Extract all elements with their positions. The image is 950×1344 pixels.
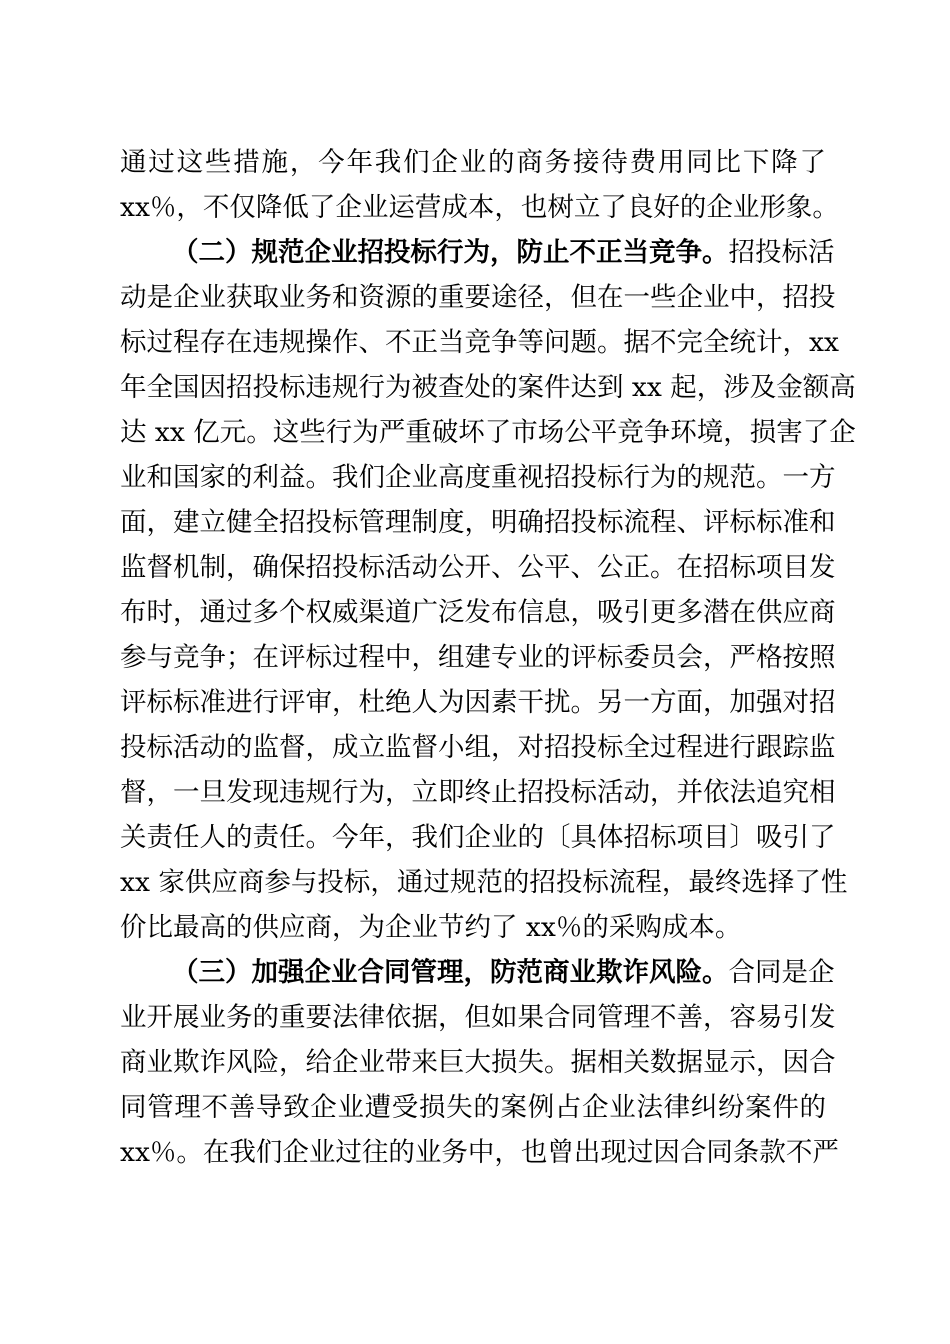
text-line: 业和国家的利益。我们企业高度重视招投标行为的规范。一方 bbox=[120, 462, 836, 493]
section-3-lead: 合同是企 bbox=[728, 957, 835, 988]
text-line: xx 家供应商参与投标，通过规范的招投标流程，最终选择了性 bbox=[120, 867, 848, 898]
text-line: 监督机制，确保招投标活动公开、公平、公正。在招标项目发 bbox=[120, 552, 836, 583]
text-line: xx％，不仅降低了企业运营成本，也树立了良好的企业形象。 bbox=[120, 192, 839, 223]
text-line: 通过这些措施，今年我们企业的商务接待费用同比下降了 bbox=[120, 147, 826, 178]
text-line: 参与竞争；在评标过程中，组建专业的评标委员会，严格按照 bbox=[120, 642, 836, 673]
text-line: 动是企业获取业务和资源的重要途径，但在一些企业中，招投 bbox=[120, 282, 836, 313]
section-2-lead: 招投标活 bbox=[728, 237, 835, 268]
text-line: 面，建立健全招投标管理制度，明确招投标流程、评标标准和 bbox=[120, 507, 836, 538]
text-line: 达 xx 亿元。这些行为严重破坏了市场公平竞争环境，损害了企 bbox=[120, 417, 856, 448]
section-3-first-line bbox=[172, 953, 835, 993]
text-line: 督，一旦发现违规行为，立即终止招投标活动，并依法追究相 bbox=[120, 777, 836, 808]
text-line: 业开展业务的重要法律依据，但如果合同管理不善，容易引发 bbox=[120, 1002, 836, 1033]
section-2-heading: （二）规范企业招投标行为，防止不正当竞争。 bbox=[172, 237, 729, 268]
text-line: 标过程存在违规操作、不正当竞争等问题。据不完全统计，xx bbox=[120, 327, 839, 358]
text-line: 年全国因招投标违规行为被查处的案件达到 xx 起，涉及金额高 bbox=[120, 372, 856, 403]
text-line: 关责任人的责任。今年，我们企业的〔具体招标项目〕吸引了 bbox=[120, 822, 836, 853]
text-line: 评标标准进行评审，杜绝人为因素干扰。另一方面，加强对招 bbox=[120, 687, 836, 718]
section-3-heading: （三）加强企业合同管理，防范商业欺诈风险。 bbox=[172, 957, 729, 988]
text-line: xx％。在我们企业过往的业务中，也曾出现过因合同条款不严 bbox=[120, 1137, 839, 1168]
text-line: 同管理不善导致企业遭受损失的案例占企业法律纠纷案件的 bbox=[120, 1092, 826, 1123]
text-line: 商业欺诈风险，给企业带来巨大损失。据相关数据显示，因合 bbox=[120, 1047, 836, 1078]
text-line: 布时，通过多个权威渠道广泛发布信息，吸引更多潜在供应商 bbox=[120, 597, 836, 628]
section-2-first-line bbox=[172, 233, 835, 273]
text-line: 投标活动的监督，成立监督小组，对招投标全过程进行跟踪监 bbox=[120, 732, 836, 763]
text-line: 价比最高的供应商，为企业节约了 xx％的采购成本。 bbox=[120, 912, 742, 943]
